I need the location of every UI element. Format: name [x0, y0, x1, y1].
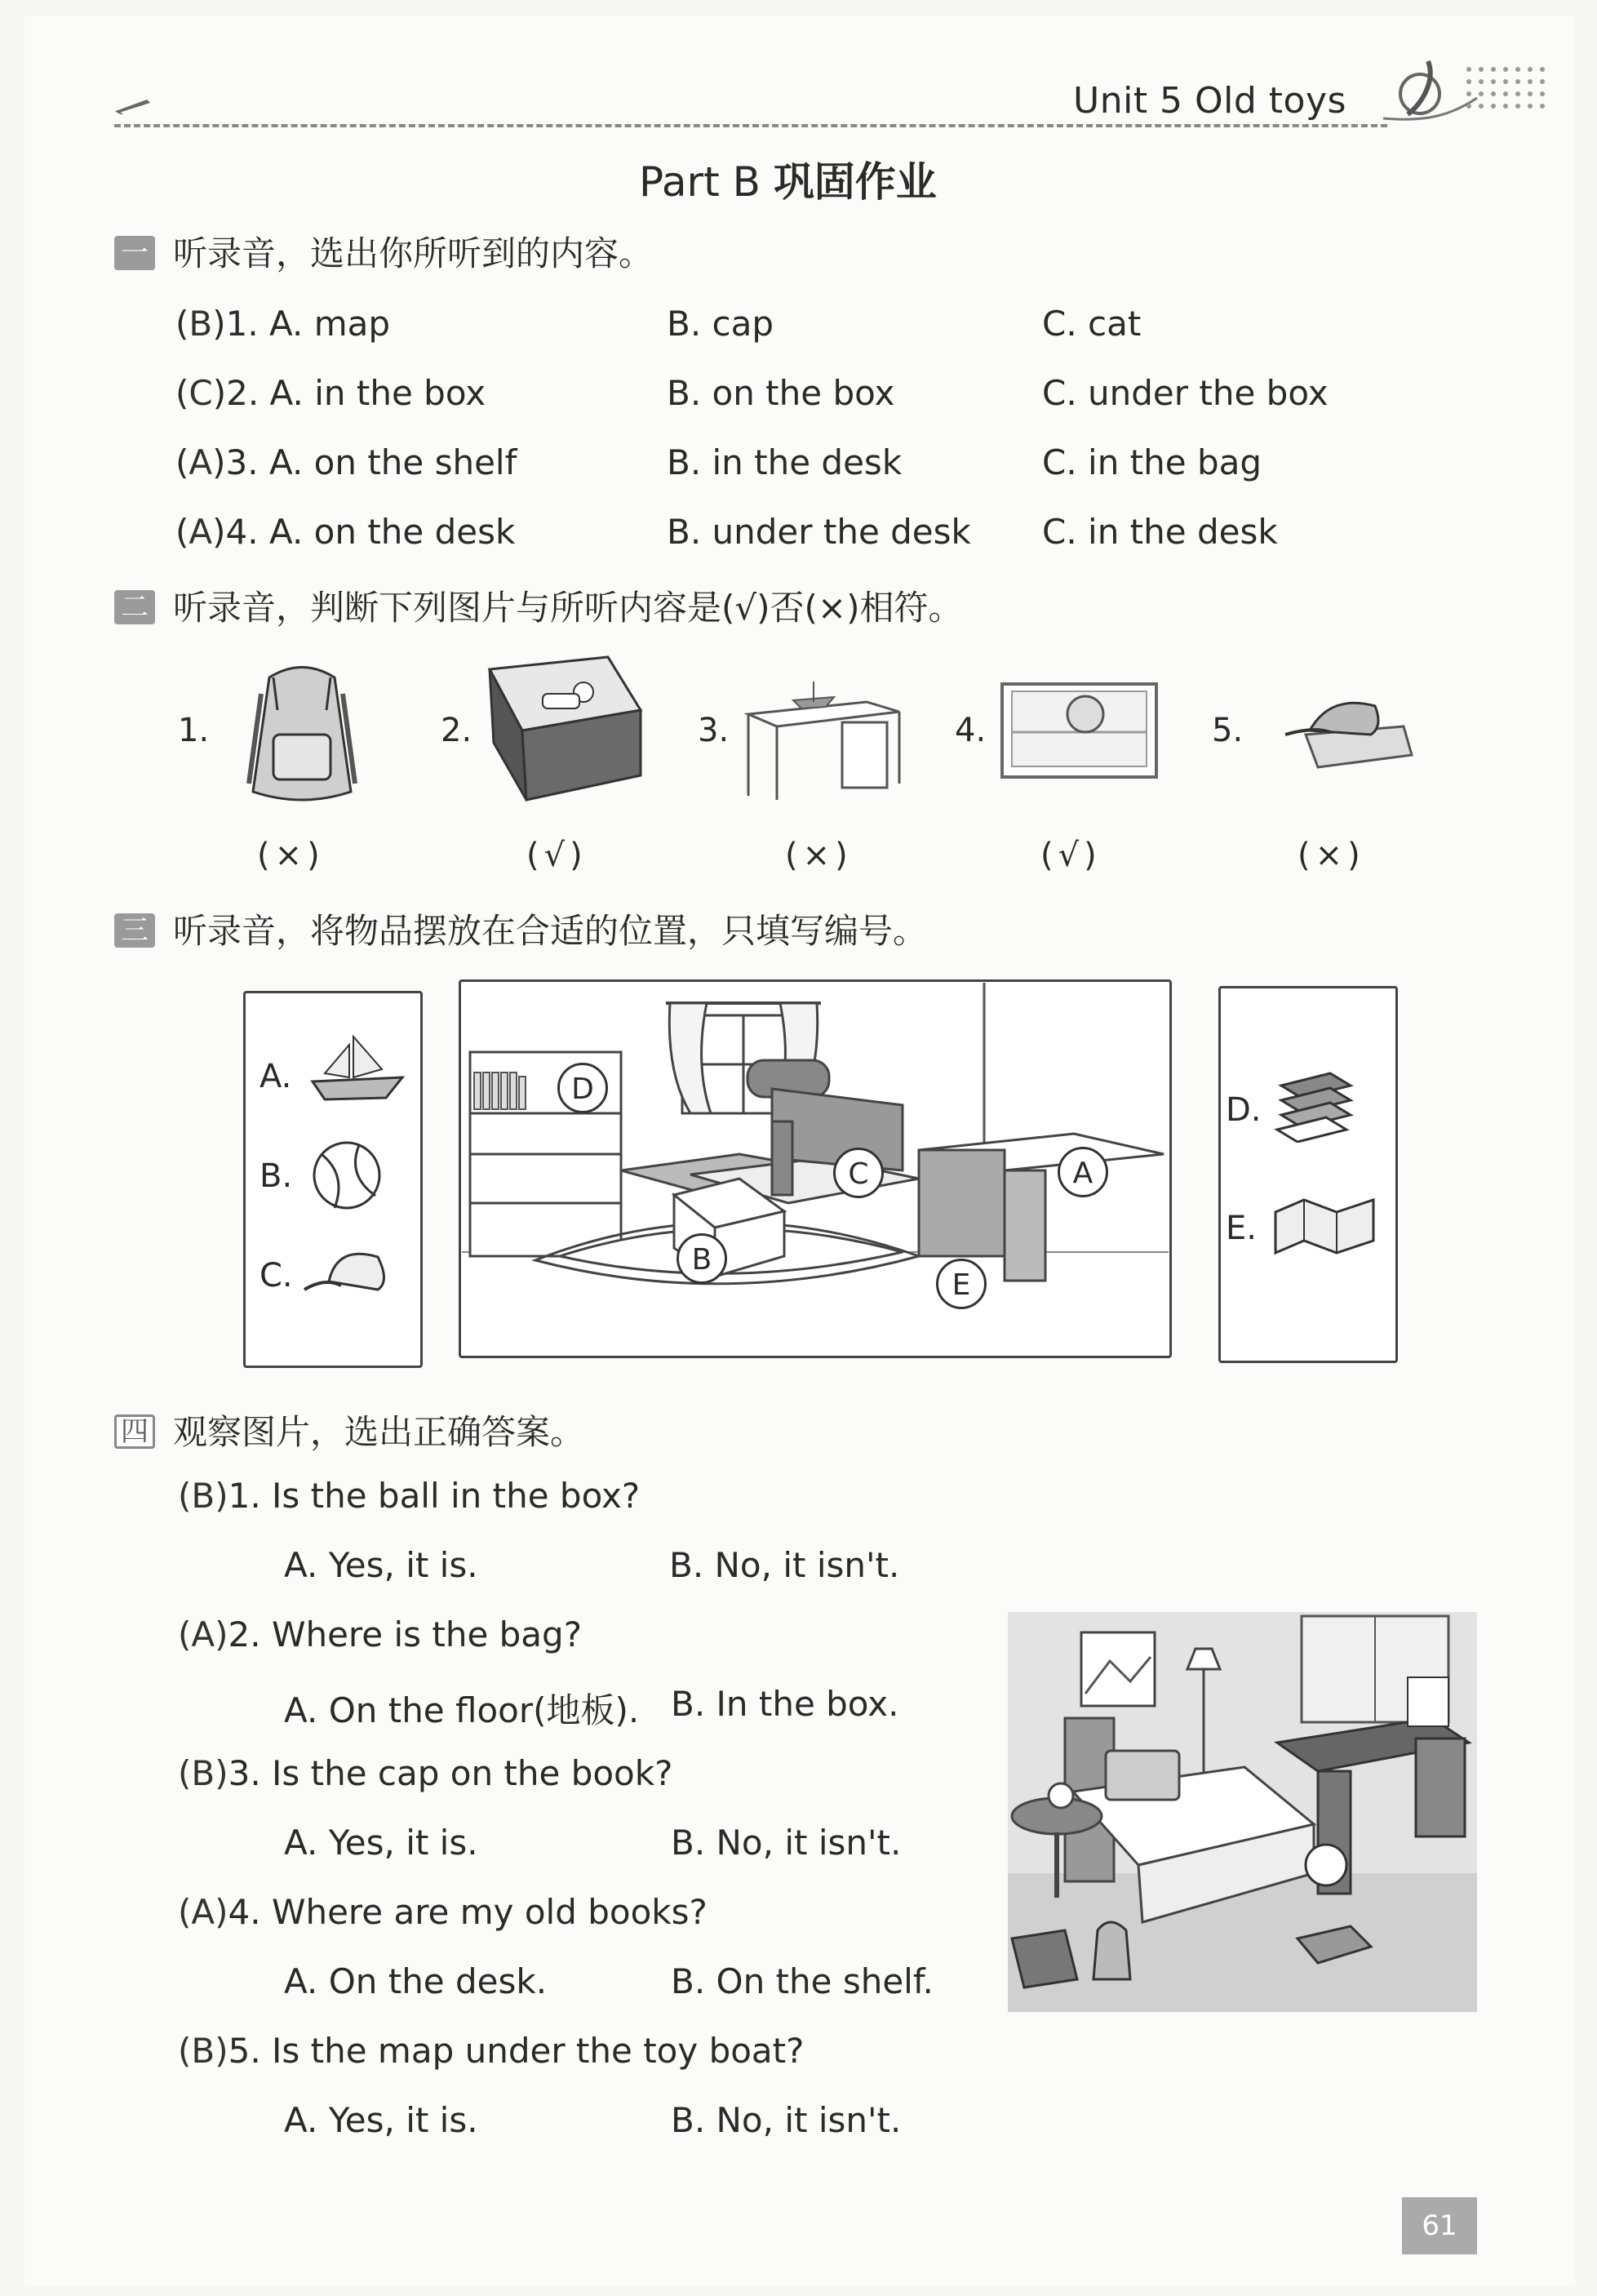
s4-option-a-4: A. On the desk.	[284, 1961, 548, 2001]
s1-option-a-1: A. map	[269, 304, 391, 344]
section-2-number: 二	[114, 590, 155, 624]
s3-item-label-d: D.	[1226, 1091, 1262, 1129]
section-3-title	[114, 904, 927, 953]
s2-item-label-4: 4.	[955, 712, 987, 749]
section-3-number: 三	[114, 913, 155, 948]
s1-num-1: 1.	[225, 304, 259, 344]
s4-option-a-2: A. On the floor(地板).	[284, 1690, 640, 1730]
bedroom-photo-illustration	[1008, 1612, 1477, 2012]
s1-answer-3[interactable]: A	[189, 442, 213, 482]
room-label-d: D	[557, 1063, 608, 1113]
s1-option-b-3: B. in the desk	[667, 442, 903, 482]
s1-question-2: (C)2. A. in the box	[175, 373, 486, 413]
part-title-cn: 巩固作业	[773, 158, 937, 206]
s2-mark-5[interactable]: (×)	[1298, 837, 1365, 874]
s3-item-label-e: E.	[1226, 1210, 1257, 1247]
s4-question-3	[178, 1753, 672, 1793]
s4-question-text-1: 1. Is the ball in the box?	[228, 1476, 641, 1516]
section-2-title	[114, 581, 963, 630]
s2-mark-2[interactable]: (√)	[526, 837, 588, 874]
cap-icon	[300, 1245, 390, 1302]
s3-item-label-a: A.	[260, 1058, 292, 1095]
cap-on-map-icon	[1281, 690, 1416, 771]
s1-option-b-1: B. cap	[667, 304, 774, 344]
s1-option-a-4: A. on the desk	[268, 512, 516, 552]
swirl-decoration-icon	[1379, 49, 1583, 139]
s4-question-text-3: 3. Is the cap on the book?	[228, 1753, 673, 1793]
section-1-title	[114, 227, 653, 276]
s1-num-3: 3.	[225, 442, 259, 482]
s4-question-text-5: 5. Is the map under the toy boat?	[228, 2031, 805, 2071]
s2-item-label-2: 2.	[441, 712, 472, 749]
section-4-title	[114, 1406, 584, 1454]
s1-question-1: (B)1. A. map	[175, 304, 391, 344]
room-label-c: C	[833, 1148, 884, 1198]
s4-option-a-3: A. Yes, it is.	[284, 1823, 478, 1863]
s4-answer-5[interactable]: (B)	[178, 2031, 228, 2071]
s2-item-label-5: 5.	[1212, 712, 1244, 749]
s2-item-label-1: 1.	[178, 712, 210, 749]
books-icon	[1273, 1069, 1355, 1143]
s1-question-3: (A)3. A. on the shelf	[175, 442, 517, 482]
room-label-e: E	[936, 1259, 987, 1309]
room-label-b: B	[677, 1233, 727, 1284]
s1-num-2: 2.	[226, 373, 260, 413]
page-number: 61	[1402, 2197, 1477, 2254]
s2-mark-4[interactable]: (√)	[1040, 837, 1102, 874]
map-icon	[1271, 1196, 1377, 1257]
s4-answer-1[interactable]: (B)	[178, 1476, 228, 1516]
pencil-icon	[114, 96, 152, 114]
section-1-instructions: 听录音，选出你所听到的内容。	[173, 233, 654, 273]
s4-answer-3[interactable]: (B)	[178, 1753, 228, 1793]
room-label-a: A	[1058, 1147, 1108, 1197]
s1-option-c-1: C. cat	[1042, 304, 1142, 344]
s1-option-c-3: C. in the bag	[1042, 442, 1262, 482]
ball-icon	[310, 1139, 384, 1212]
s1-answer-1[interactable]: B	[189, 304, 213, 344]
s1-num-4: 4.	[225, 512, 259, 552]
part-title	[639, 149, 937, 208]
s2-item-label-3: 3.	[698, 712, 730, 749]
s4-option-a-1: A. Yes, it is.	[284, 1545, 478, 1585]
boat-icon	[308, 1033, 406, 1106]
s4-question-text-2: 2. Where is the bag?	[228, 1614, 582, 1654]
s3-item-label-b: B.	[260, 1157, 293, 1195]
section-4-number: 四	[114, 1414, 155, 1449]
s4-question-2	[178, 1614, 582, 1654]
boat-on-desk-icon	[744, 677, 903, 800]
ball-on-shelf-icon	[1000, 682, 1159, 779]
s1-option-c-2: C. under the box	[1042, 373, 1329, 413]
section-4-instructions: 观察图片，选出正确答案。	[173, 1412, 585, 1452]
s4-option-a-5: A. Yes, it is.	[284, 2100, 478, 2140]
items-panel-right	[1218, 986, 1398, 1363]
s1-answer-4[interactable]: A	[189, 512, 213, 552]
unit-title: Unit 5 Old toys	[1073, 80, 1346, 122]
s4-question-text-4: 4. Where are my old books?	[228, 1892, 708, 1932]
doll-in-box-icon	[486, 653, 645, 804]
s1-option-b-2: B. on the box	[667, 373, 895, 413]
s4-option-b-1: B. No, it isn't.	[669, 1545, 900, 1585]
s1-answer-2[interactable]: C	[189, 373, 213, 413]
s1-option-a-3: A. on the shelf	[268, 442, 517, 482]
s4-option-b-3: B. No, it isn't.	[671, 1823, 902, 1863]
s4-question-4	[178, 1892, 708, 1932]
s2-mark-3[interactable]: (×)	[785, 837, 853, 874]
s4-option-b-4: B. On the shelf.	[671, 1961, 934, 2001]
section-3-instructions: 听录音，将物品摆放在合适的位置，只填写编号。	[173, 911, 928, 951]
s1-option-b-4: B. under the desk	[667, 512, 971, 552]
s4-question-5	[178, 2031, 804, 2071]
backpack-icon	[228, 661, 375, 808]
section-2-instructions: 听录音，判断下列图片与所听内容是(√)否(×)相符。	[173, 588, 963, 628]
s4-answer-2[interactable]: (A)	[178, 1614, 228, 1654]
s1-option-a-2: A. in the box	[269, 373, 486, 413]
s4-question-1	[178, 1476, 640, 1516]
part-label: Part B	[639, 158, 761, 206]
s1-option-c-4: C. in the desk	[1042, 512, 1278, 552]
section-1-number: 一	[114, 236, 155, 270]
s4-option-b-5: B. No, it isn't.	[671, 2100, 902, 2140]
s3-item-label-c: C.	[260, 1257, 293, 1295]
header-divider	[114, 124, 1387, 127]
s1-question-4: (A)4. A. on the desk	[175, 512, 516, 552]
s2-mark-1[interactable]: (×)	[257, 837, 325, 874]
s4-option-b-2: B. In the box.	[671, 1684, 899, 1724]
s4-answer-4[interactable]: (A)	[178, 1892, 228, 1932]
